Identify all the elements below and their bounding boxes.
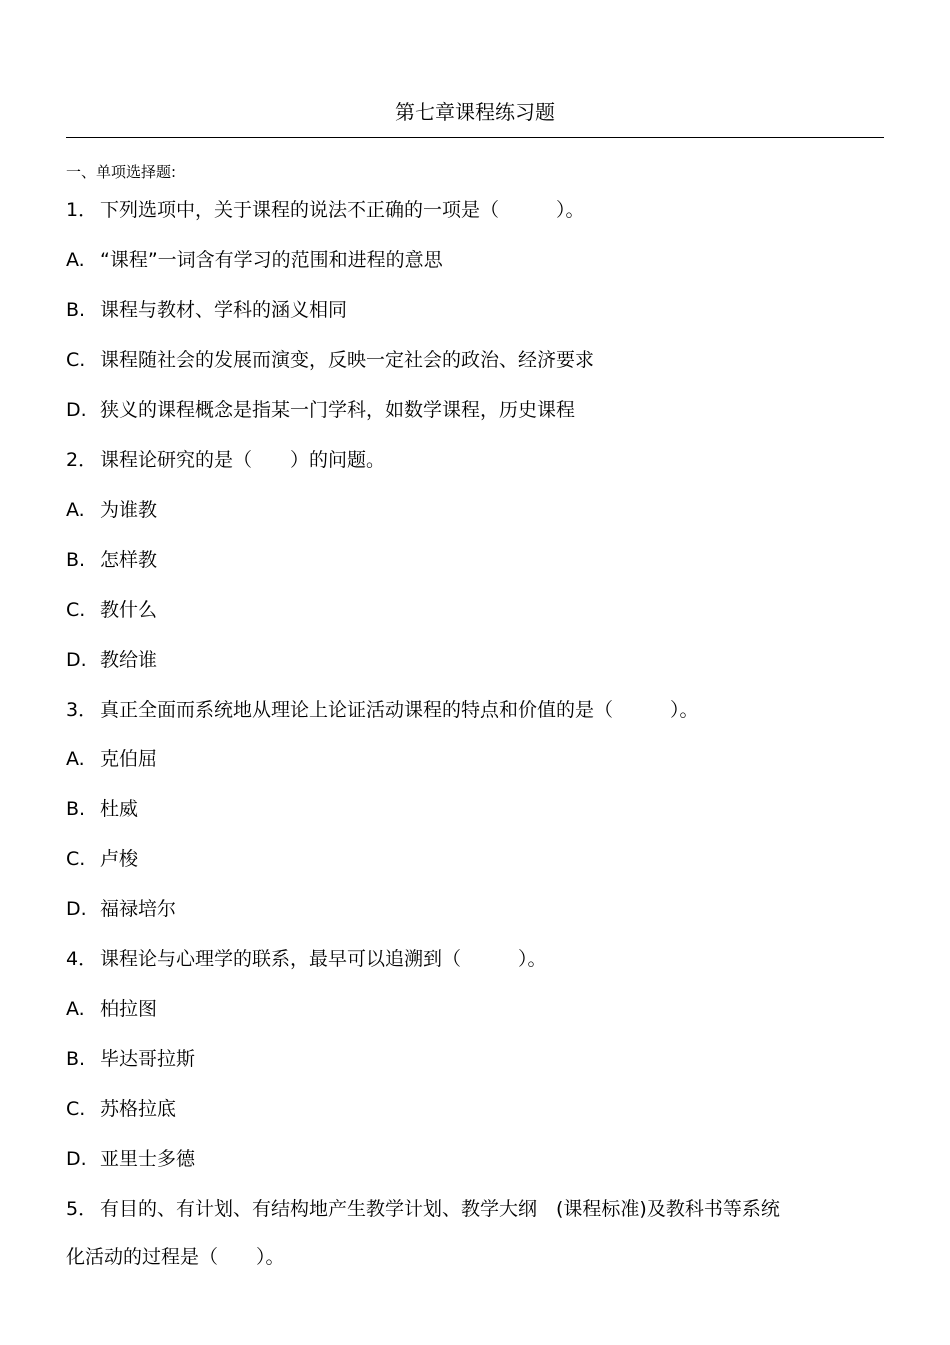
question-3 [66,696,699,724]
option-1a [66,246,443,274]
option-1d [66,396,575,424]
question-number: 3． [66,699,98,721]
option-text: 为谁教 [100,499,158,521]
option-text: 杜威 [100,798,139,820]
option-label: A. [66,748,85,770]
option-label: C. [66,1098,86,1120]
option-label: C. [66,599,86,621]
option-label: D. [66,898,87,920]
option-4d [66,1145,195,1173]
option-label: A. [66,998,85,1020]
option-1b [66,296,347,324]
option-3d [66,895,176,923]
option-text: “课程”一词含有学习的范围和进程的意思 [100,249,443,271]
option-label: B. [66,1048,86,1070]
option-text: 福禄培尔 [100,898,177,920]
option-text: 课程随社会的发展而演变，反映一定社会的政治、经济要求 [100,349,595,371]
question-number: 4． [66,948,98,970]
option-3b [66,795,138,823]
option-label: A. [66,499,85,521]
option-label: D. [66,649,87,671]
question-4 [66,945,547,973]
option-text: 狭义的课程概念是指某一门学科，如数学课程，历史课程 [100,399,576,421]
section-heading: 一、单项选择题: [66,163,177,181]
option-2c [66,596,157,624]
option-text: 卢梭 [100,848,139,870]
title-divider [66,137,884,138]
option-1c [66,346,594,374]
question-number: 2． [66,449,98,471]
question-text: 下列选项中，关于课程的说法不正确的一项是（ ）。 [100,199,585,221]
question-2 [66,446,385,474]
option-4b [66,1045,195,1073]
option-2d [66,646,157,674]
question-text: 有目的、有计划、有结构地产生教学计划、教学大纲 (课程标准)及教科书等系统 [100,1198,780,1220]
option-text: 柏拉图 [100,998,158,1020]
question-5 [66,1195,780,1223]
option-label: B. [66,549,86,571]
option-3a [66,745,157,773]
option-label: C. [66,848,86,870]
option-label: C. [66,349,86,371]
page-title: 第七章课程练习题 [395,100,555,124]
option-label: D. [66,399,87,421]
option-4c [66,1095,176,1123]
question-number: 1． [66,199,98,221]
option-2a [66,496,157,524]
option-text: 毕达哥拉斯 [100,1048,196,1070]
option-text: 教给谁 [100,649,158,671]
option-3c [66,845,138,873]
option-label: B. [66,798,86,820]
option-label: D. [66,1148,87,1170]
option-label: A. [66,249,85,271]
option-4a [66,995,157,1023]
option-text: 亚里士多德 [100,1148,196,1170]
option-2b [66,546,157,574]
question-number: 5． [66,1198,98,1220]
option-text: 苏格拉底 [100,1098,177,1120]
question-text: 真正全面而系统地从理论上论证活动课程的特点和价值的是（ ）。 [100,699,699,721]
option-text: 教什么 [100,599,158,621]
option-text: 课程与教材、学科的涵义相同 [100,299,348,321]
option-label: B. [66,299,86,321]
question-1 [66,196,585,224]
option-text: 怎样教 [100,549,158,571]
question-text: 课程论研究的是（ ）的问题。 [100,449,386,471]
question-5-continuation: 化活动的过程是（ ）。 [66,1246,285,1268]
option-text: 克伯屈 [100,748,158,770]
question-text: 课程论与心理学的联系，最早可以追溯到（ ）。 [100,948,547,970]
